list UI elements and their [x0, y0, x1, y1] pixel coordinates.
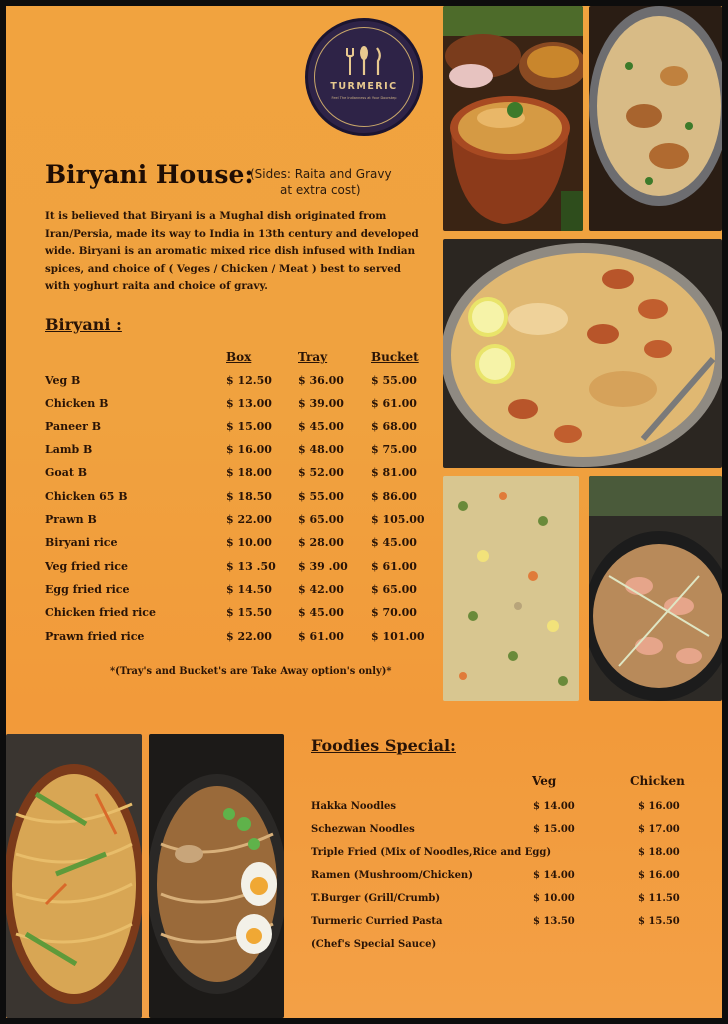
box-price: $ 22.00: [226, 513, 272, 526]
bucket-price: $ 75.00: [371, 443, 417, 456]
foodies-row: [311, 893, 691, 911]
foodies-row: [311, 939, 691, 957]
veg-price: $ 14.00: [533, 870, 575, 881]
logo-ring: [314, 27, 414, 127]
foodies-section-heading: Foodies Special:: [311, 736, 456, 755]
item-name: Egg fried rice: [45, 583, 130, 596]
box-price: $ 10.00: [226, 536, 272, 549]
item-name: Schezwan Noodles: [311, 824, 415, 835]
menu-page: [6, 6, 722, 1018]
biryani-row: [45, 513, 425, 533]
foodies-row: [311, 801, 691, 819]
box-price: $ 12.50: [226, 374, 272, 387]
biryani-row: [45, 606, 425, 626]
tray-price: $ 52.00: [298, 466, 344, 479]
item-name: (Chef's Special Sauce): [311, 939, 437, 950]
sides-note-line-2: at extra cost): [280, 183, 361, 197]
bucket-price: $ 65.00: [371, 583, 417, 596]
chicken-price: $ 11.50: [638, 893, 680, 904]
logo-tagline: Feel The Indianness at Your Doorstep: [331, 96, 397, 100]
tray-price: $ 39 .00: [298, 560, 348, 573]
box-price: $ 22.00: [226, 630, 272, 643]
fried-rice-photo: [443, 476, 579, 701]
tray-price: $ 39.00: [298, 397, 344, 410]
chicken-price: $ 16.00: [638, 870, 680, 881]
veg-price: $ 10.00: [533, 893, 575, 904]
tray-price: $ 42.00: [298, 583, 344, 596]
box-price: $ 15.00: [226, 420, 272, 433]
column-header-bucket: Bucket: [371, 350, 419, 364]
item-name: Biryani rice: [45, 536, 118, 549]
bucket-price: $ 55.00: [371, 374, 417, 387]
biryani-row: [45, 466, 425, 486]
tray-price: $ 55.00: [298, 490, 344, 503]
foodies-row: [311, 916, 691, 934]
biryani-row: [45, 374, 425, 394]
item-name: Hakka Noodles: [311, 801, 397, 812]
box-price: $ 13.00: [226, 397, 272, 410]
logo-wordmark: TURMERIC: [330, 81, 398, 92]
prawn-noodles-photo: [589, 476, 722, 701]
sides-note-line-1: (Sides: Raita and Gravy: [250, 167, 392, 181]
tray-price: $ 36.00: [298, 374, 344, 387]
box-price: $ 13 .50: [226, 560, 276, 573]
tray-price: $ 65.00: [298, 513, 344, 526]
foodies-row: [311, 870, 691, 888]
box-price: $ 16.00: [226, 443, 272, 456]
biryani-row: [45, 560, 425, 580]
box-price: $ 18.50: [226, 490, 272, 503]
tray-price: $ 48.00: [298, 443, 344, 456]
item-name: Lamb B: [45, 443, 93, 456]
biryani-row: [45, 443, 425, 463]
box-price: $ 15.50: [226, 606, 272, 619]
utensils-icon: [342, 45, 386, 77]
item-name: Turmeric Curried Pasta: [311, 916, 443, 927]
bucket-price: $ 86.00: [371, 490, 417, 503]
foodies-row: [311, 847, 691, 865]
biryani-row: [45, 420, 425, 440]
column-header-chicken: Chicken: [630, 774, 685, 788]
column-header-tray: Tray: [298, 350, 328, 364]
bucket-price: $ 61.00: [371, 560, 417, 573]
item-name: Triple Fried (Mix of Noodles,Rice and Egg): [311, 847, 552, 858]
chicken-price: $ 16.00: [638, 801, 680, 812]
biryani-section-heading: Biryani :: [45, 315, 122, 334]
biryani-row: [45, 536, 425, 556]
intro-paragraph: It is believed that Biryani is a Mughal dish originated from Iran/Persia, made its way to India in 13th century and developed wide. Biryani is an aromatic mixed rice dish infused with Indian spices, and choice of ( Veges / Chicken / Meat ) best to served with yoghurt raita and choice of gravy.: [45, 210, 419, 293]
column-header-veg: Veg: [532, 774, 557, 788]
veg-price: $ 13.50: [533, 916, 575, 927]
box-price: $ 14.50: [226, 583, 272, 596]
bucket-price: $ 81.00: [371, 466, 417, 479]
item-name: Goat B: [45, 466, 88, 479]
item-name: Veg B: [45, 374, 81, 387]
turmeric-logo: [305, 18, 423, 136]
bucket-price: $ 45.00: [371, 536, 417, 549]
ramen-bowl-photo: [149, 734, 284, 1018]
take-away-note: *(Tray's and Bucket's are Take Away option's only)*: [110, 666, 392, 677]
tray-price: $ 28.00: [298, 536, 344, 549]
biryani-row: [45, 630, 425, 650]
sides-note: [250, 166, 400, 198]
biryani-row: [45, 490, 425, 510]
item-name: Prawn fried rice: [45, 630, 145, 643]
item-name: T.Burger (Grill/Crumb): [311, 893, 441, 904]
item-name: Ramen (Mushroom/Chicken): [311, 870, 473, 881]
foodies-row: [311, 824, 691, 842]
tray-price: $ 61.00: [298, 630, 344, 643]
item-name: Chicken B: [45, 397, 109, 410]
bucket-price: $ 101.00: [371, 630, 425, 643]
prawn-biryani-photo: [443, 239, 722, 468]
tray-price: $ 45.00: [298, 420, 344, 433]
biryani-row: [45, 397, 425, 417]
veg-price: $ 14.00: [533, 801, 575, 812]
item-name: Veg fried rice: [45, 560, 128, 573]
bucket-price: $ 61.00: [371, 397, 417, 410]
chicken-price: $ 18.00: [638, 847, 680, 858]
item-name: Chicken fried rice: [45, 606, 156, 619]
chicken-biryani-plate-photo: [589, 6, 722, 231]
item-name: Prawn B: [45, 513, 97, 526]
item-name: Chicken 65 B: [45, 490, 128, 503]
bucket-price: $ 68.00: [371, 420, 417, 433]
tray-price: $ 45.00: [298, 606, 344, 619]
chicken-price: $ 17.00: [638, 824, 680, 835]
column-header-box: Box: [226, 350, 252, 364]
hakka-noodles-photo: [6, 734, 142, 1018]
bucket-price: $ 70.00: [371, 606, 417, 619]
chicken-price: $ 15.50: [638, 916, 680, 927]
item-name: Paneer B: [45, 420, 102, 433]
bucket-price: $ 105.00: [371, 513, 425, 526]
veg-price: $ 15.00: [533, 824, 575, 835]
biryani-clay-pot-photo: [443, 6, 583, 231]
biryani-row: [45, 583, 425, 603]
box-price: $ 18.00: [226, 466, 272, 479]
page-title: Biryani House:: [45, 160, 254, 189]
